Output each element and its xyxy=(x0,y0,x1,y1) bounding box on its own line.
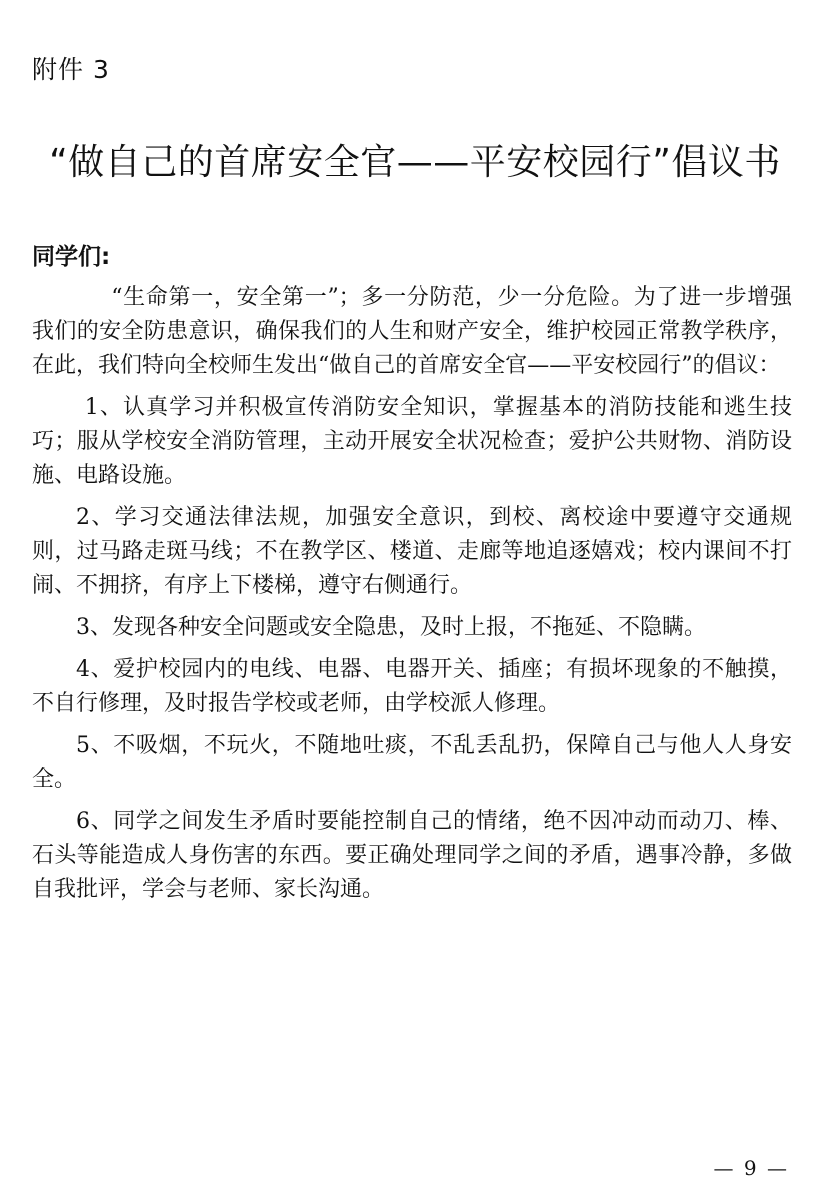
proposal-item-6: 6、同学之间发生矛盾时要能控制自己的情绪，绝不因冲动而动刀、棒、石头等能造成人身伤害的东西。要正确处理同学之间的矛盾，遇事冷静，多做自我批评，学会与老师、家长沟通。 xyxy=(32,809,792,902)
proposal-item-5: 5、不吸烟，不玩火，不随地吐痰，不乱丢乱扔，保障自己与他人人身安全。 xyxy=(32,733,792,792)
proposal-item-3: 3、发现各种安全问题或安全隐患，及时上报，不拖延、不隐瞒。 xyxy=(76,615,706,640)
proposal-item-4: 4、爱护校园内的电线、电器、电器开关、插座；有损坏现象的不触摸，不自行修理，及时报告学校或老师，由学校派人修理。 xyxy=(32,657,792,716)
attachment-label: 附件 3 xyxy=(32,55,110,84)
proposal-item-2: 2、学习交通法律法规，加强安全意识，到校、离校途中要遵守交通规则，过马路走斑马线；不在教学区、楼道、走廊等地追逐嬉戏；校内课间不打闹、不拥挤，有序上下楼梯，遵守右侧通行。 xyxy=(32,505,792,598)
document-title: “做自己的首席安全官——平安校园行”倡议书 xyxy=(49,142,781,183)
page-number: — 9 — xyxy=(713,1156,789,1180)
salutation: 同学们: xyxy=(32,244,111,270)
intro-paragraph: “生命第一，安全第一”；多一分防范，少一分危险。为了进一步增强我们的安全防患意识，确保我们的人生和财产安全，维护校园正常教学秩序，在此，我们特向全校师生发出“做自己的首席安全官——平安校园行”的倡议： xyxy=(32,285,792,378)
document-body xyxy=(32,281,792,915)
proposal-item-1: 1、认真学习并积极宣传消防安全知识，掌握基本的消防技能和逃生技巧；服从学校安全消防管理，主动开展安全状况检查；爱护公共财物、消防设施、电路设施。 xyxy=(32,395,792,488)
